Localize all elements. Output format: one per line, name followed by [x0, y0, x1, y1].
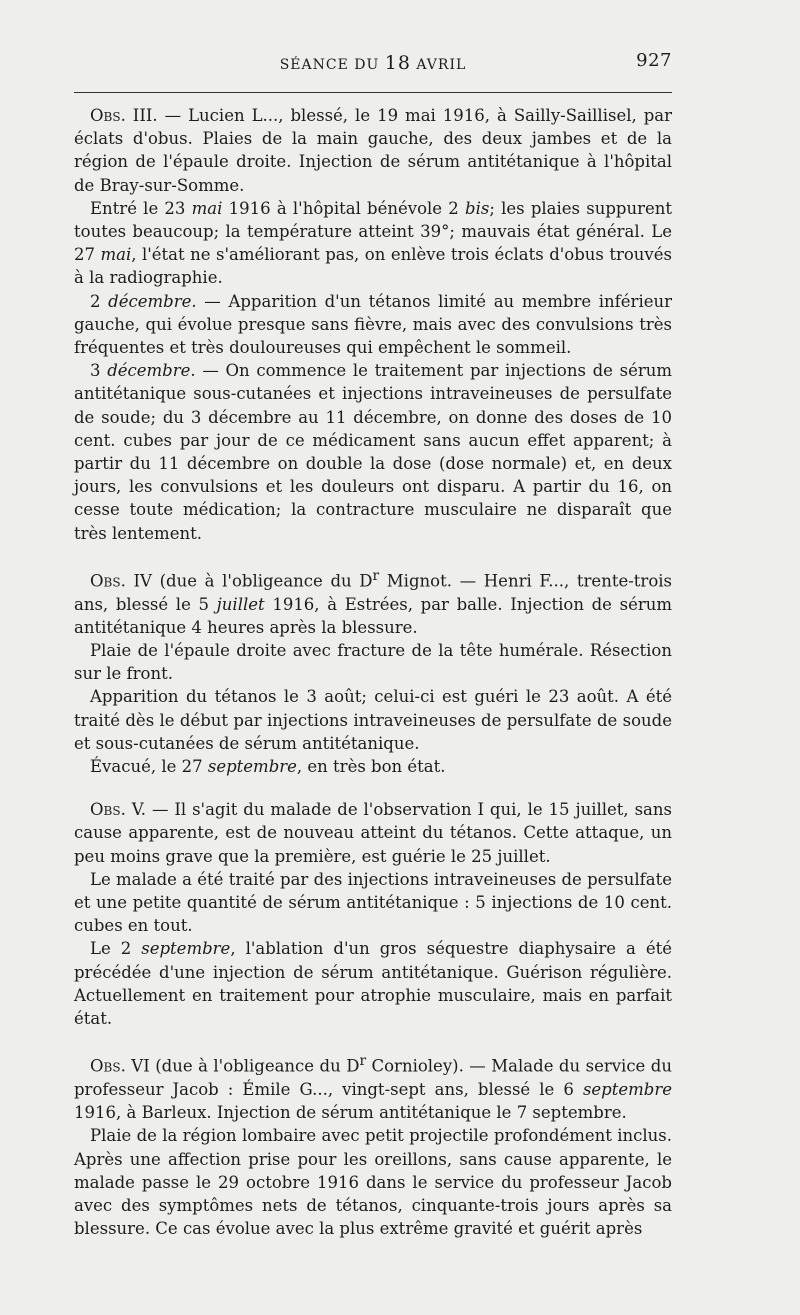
header-rule	[74, 92, 672, 93]
page-body	[74, 104, 672, 1240]
obs4-wound: Plaie de l'épaule droite avec fracture de la tête humérale. Résection sur le front.	[74, 640, 672, 684]
running-title: SÉANCE DU 18 AVRIL	[279, 52, 467, 74]
obs6-wound: Plaie de la région lombaire avec petit projectile profondément inclus. Après une affection prise pour les oreillons, sans cause apparente, le malade passe le 29 octobre 1916 dans le service du professeur Jacob avec des symptômes nets de tétanos, cinquante-trois jours après sa blessure. Ce cas évolue avec la plus extrême gravité et guérit après	[74, 1126, 672, 1239]
obs3-entry: Entré le 23 mai 1916 à l'hôpital bénévole 2 bis; les plaies suppurent toutes beaucoup; la température atteint 39°; mauvais état général. Le 27 mai, l'état ne s'améliorant pas, on enlève trois éclats d'obus trouvés à la radiographie.	[74, 198, 672, 288]
obs5-label: Obs. V.	[90, 800, 147, 820]
obs5-surgery: Le 2 septembre, l'ablation d'un gros séquestre diaphysaire a été précédée d'une injection de sérum antitétanique. Guérison régulière. Actuellement en traitement pour atrophie musculaire, mais en parfait état.	[74, 939, 672, 1029]
obs6-label: Obs.	[90, 1056, 126, 1076]
obs4-intro: Obs. IV (due à l'obligeance du $D^r$ Mignot. — Henri F..., trente-trois ans, blessé le 5 juillet 1916, à Estrées, par balle. Injection de sérum antitétanique 4 heures après la blessure.	[74, 567, 672, 637]
page-number: 927	[636, 50, 672, 71]
obs3-intro: Obs. III. — Lucien L..., blessé, le 19 mai 1916, à Sailly-Saillisel, par éclats d'obus. Plaies de la main gauche, des deux jambes et de la région de l'épaule droite. Injection de sérum antitétanique à l'hôpital de Bray-sur-Somme.	[74, 106, 673, 195]
running-header	[74, 50, 672, 74]
obs5-intro: Obs. V. — Il s'agit du malade de l'observation I qui, le 15 juillet, sans cause apparente, est de nouveau atteint du tétanos. Cette attaque, un peu moins grave que la première, est guérie le 25 juillet.	[74, 800, 672, 866]
obs3-label: Obs. III.	[90, 106, 158, 125]
obs3-december-3: 3 décembre. — On commence le traitement par injections de sérum antitétanique sous-cutanées et injections intraveineuses de persulfate de soude; du 3 décembre au 11 décembre, on donne des doses de 10 cent. cubes par jour de ce médicament sans aucun effet apparent; à partir du 11 décembre on double la dose (dose normale) et, en deux jours, les convulsions et les douleurs ont disparu. A partir du 16, on cesse toute médication; la contracture musculaire ne disparaît que très lentement.	[74, 361, 672, 543]
obs6-intro: Obs. VI (due à l'obligeance du $D^r$ Cornioley). — Malade du service du professeur Jacob : Émile G..., vingt-sept ans, blessé le 6 septembre 1916, à Barleux. Injection de sérum antitétanique le 7 septembre.	[74, 1053, 672, 1123]
obs4-label: Obs.	[90, 571, 126, 591]
obs5-treatment: Le malade a été traité par des injections intraveineuses de persulfate et une petite quantité de sérum antitétanique : 5 injections de 10 cent. cubes en tout.	[74, 869, 672, 936]
obs4-evacuated: Évacué, le 27 septembre, en très bon état.	[90, 756, 446, 776]
obs3-december-2: 2 décembre. — Apparition d'un tétanos limité au membre inférieur gauche, qui évolue presque sans fièvre, mais avec des convulsions très fréquentes et très douloureuses qui empêchent le sommeil.	[74, 291, 672, 358]
obs4-tetanus: Apparition du tétanos le 3 août; celui-ci est guéri le 23 août. A été traité dès le début par injections intraveineuses de persulfate de soude et sous-cutanées de sérum antitétanique.	[74, 687, 672, 753]
